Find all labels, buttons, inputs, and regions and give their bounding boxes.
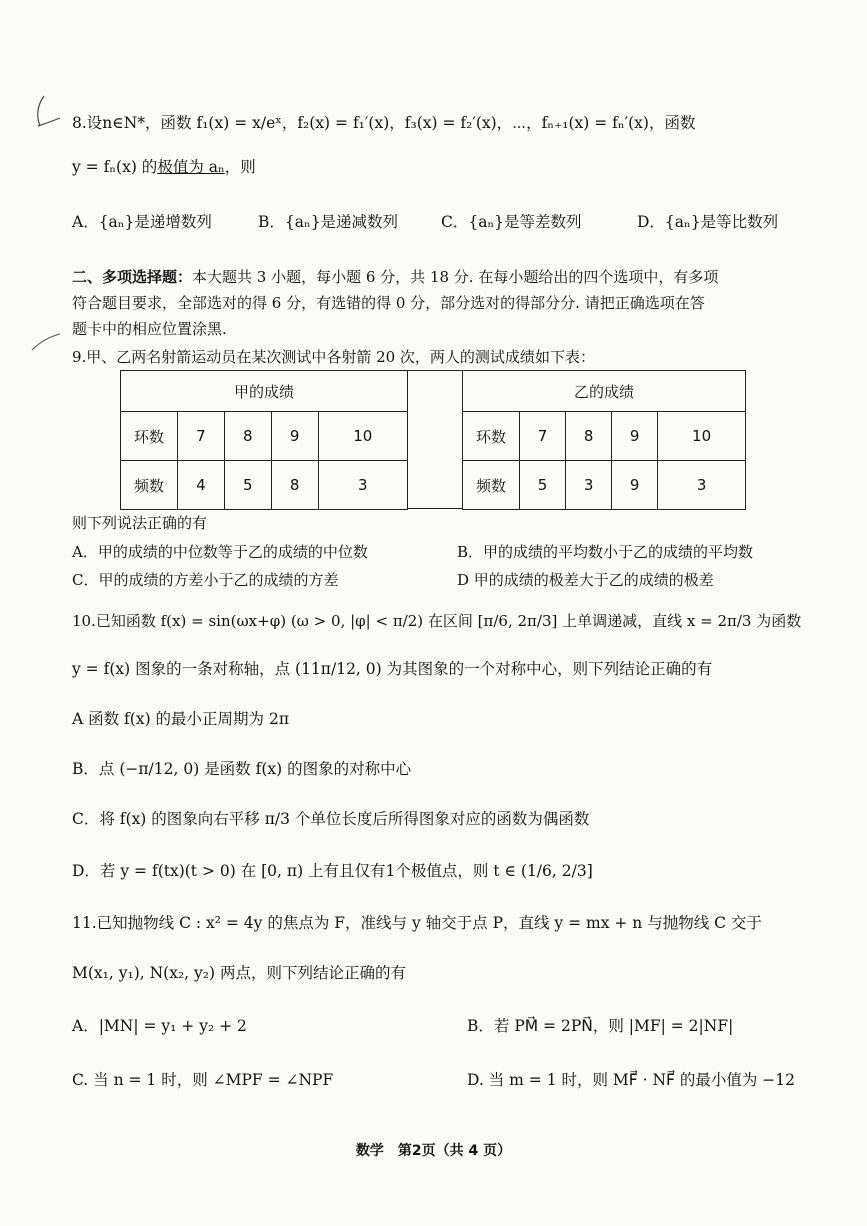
table-jia-scores bbox=[120, 370, 408, 510]
q9-lead: 则下列说法正确的有 bbox=[72, 514, 208, 532]
section2-text1: 本大题共 3 小题，每小题 6 分，共 18 分. 在每小题给出的四个选项中，有多项 bbox=[192, 268, 719, 286]
table-jia-cell: 8 bbox=[224, 412, 271, 461]
table-yi-row1-label: 环数 bbox=[463, 412, 520, 461]
table-yi-cell: 3 bbox=[566, 461, 612, 510]
q11-option-b: B．若 PM⃗ = 2PN⃗，则 |MF| = 2|NF| bbox=[467, 1017, 734, 1035]
q11-options-row2 bbox=[72, 1068, 812, 1090]
pen-mark bbox=[30, 92, 70, 132]
q9-option-c: C．甲的成绩的方差小于乙的成绩的方差 bbox=[72, 571, 339, 589]
q10-option-a: A 函数 f(x) 的最小正周期为 2π bbox=[72, 710, 290, 728]
q11-option-d: D. 当 m = 1 时，则 MF⃗ · NF⃗ 的最小值为 −12 bbox=[467, 1071, 796, 1089]
q11-option-a: A．|MN| = y₁ + y₂ + 2 bbox=[72, 1017, 247, 1035]
table-jia-cell: 7 bbox=[178, 412, 225, 461]
q9-option-d: D 甲的成绩的极差大于乙的成绩的极差 bbox=[457, 571, 714, 589]
table-yi-cell: 10 bbox=[658, 412, 746, 461]
section2-heading: 二、多项选择题： bbox=[72, 268, 193, 286]
table-yi-cell: 7 bbox=[520, 412, 566, 461]
table-yi-cell: 8 bbox=[566, 412, 612, 461]
q8-option-d: D．{aₙ}是等比数列 bbox=[637, 213, 779, 231]
q9-option-a: A．甲的成绩的中位数等于乙的成绩的中位数 bbox=[72, 543, 368, 561]
section2-line1 bbox=[72, 266, 827, 288]
q10-option-b: B．点 (−π/12, 0) 是函数 f(x) 的图象的对称中心 bbox=[72, 760, 412, 778]
q10-option-c: C．将 f(x) 的图象向右平移 π/3 个单位长度后所得图象对应的函数为偶函数 bbox=[72, 810, 590, 828]
table-yi-cell: 5 bbox=[520, 461, 566, 510]
table-jia-cell: 8 bbox=[271, 461, 318, 510]
table-jia-cell: 3 bbox=[318, 461, 407, 510]
q8-line2-pre: y = fₙ(x) 的 bbox=[72, 158, 158, 176]
q8-options bbox=[72, 210, 827, 232]
table-yi-cell: 9 bbox=[612, 461, 658, 510]
q11-options-row1 bbox=[72, 1014, 812, 1036]
section2-line3: 题卡中的相应位置涂黑. bbox=[72, 320, 227, 338]
table-jia-row2-label: 频数 bbox=[121, 461, 178, 510]
table-jia-cell: 5 bbox=[224, 461, 271, 510]
q9-option-b: B．甲的成绩的平均数小于乙的成绩的平均数 bbox=[457, 543, 754, 561]
q8-stem-line2 bbox=[72, 156, 827, 178]
table-jia-row1-label: 环数 bbox=[121, 412, 178, 461]
q8-line2-underlined: 极值为 aₙ bbox=[157, 158, 225, 176]
q9-stem: 9.甲、乙两名射箭运动员在某次测试中各射箭 20 次，两人的测试成绩如下表： bbox=[72, 348, 595, 366]
table-jia-cell: 4 bbox=[178, 461, 225, 510]
table-jia-cell: 9 bbox=[271, 412, 318, 461]
q11-stem-line1: 11.已知抛物线 C : x² = 4y 的焦点为 F，准线与 y 轴交于点 P，直线 y = mx + n 与抛物线 C 交于 bbox=[72, 914, 762, 932]
table-jia-title: 甲的成绩 bbox=[121, 371, 408, 412]
section2-line2: 符合题目要求，全部选对的得 6 分，有选错的得 0 分，部分选对的得部分分. 请把正确选项在答 bbox=[72, 294, 705, 312]
q10-stem-line2: y = f(x) 图象的一条对称轴，点 (11π/12, 0) 为其图象的一个对称中心，则下列结论正确的有 bbox=[72, 660, 713, 678]
q8-option-b: B．{aₙ}是递减数列 bbox=[258, 213, 399, 231]
table-yi-cell: 3 bbox=[658, 461, 746, 510]
table-jia-cell: 10 bbox=[318, 412, 407, 461]
table-yi-scores bbox=[462, 370, 746, 510]
q8-stem-line1: 8.设n∈N*，函数 f₁(x) = x/eˣ，f₂(x) = f₁′(x)，f₃(x) = f₂′(x)，⋯，fₙ₊₁(x) = fₙ′(x)，函数 bbox=[72, 114, 696, 132]
q11-option-c: C. 当 n = 1 时，则 ∠MPF = ∠NPF bbox=[72, 1071, 334, 1089]
q11-stem-line2: M(x₁, y₁), N(x₂, y₂) 两点，则下列结论正确的有 bbox=[72, 964, 406, 982]
page-footer: 数学 第2页（共 4 页） bbox=[355, 1143, 512, 1159]
q8-option-c: C．{aₙ}是等差数列 bbox=[441, 213, 582, 231]
q9-options-row1 bbox=[72, 541, 812, 562]
q8-option-a: A．{aₙ}是递增数列 bbox=[72, 213, 212, 231]
q10-option-d: D．若 y = f(tx)(t > 0) 在 [0, π) 上有且仅有1个极值点，则 t ∈ (1/6, 2/3] bbox=[72, 862, 593, 880]
table-yi-row2-label: 频数 bbox=[463, 461, 520, 510]
q10-stem-line1: 10.已知函数 f(x) = sin(ωx+φ) (ω > 0, |φ| < π/2) 在区间 [π/6, 2π/3] 上单调递减，直线 x = 2π/3 为函数 bbox=[72, 612, 802, 630]
table-gap-frame bbox=[408, 370, 462, 509]
q9-options-row2 bbox=[72, 569, 812, 590]
pen-mark bbox=[26, 330, 66, 360]
table-yi-cell: 9 bbox=[612, 412, 658, 461]
q8-line2-post: ，则 bbox=[224, 158, 256, 176]
table-yi-title: 乙的成绩 bbox=[463, 371, 746, 412]
